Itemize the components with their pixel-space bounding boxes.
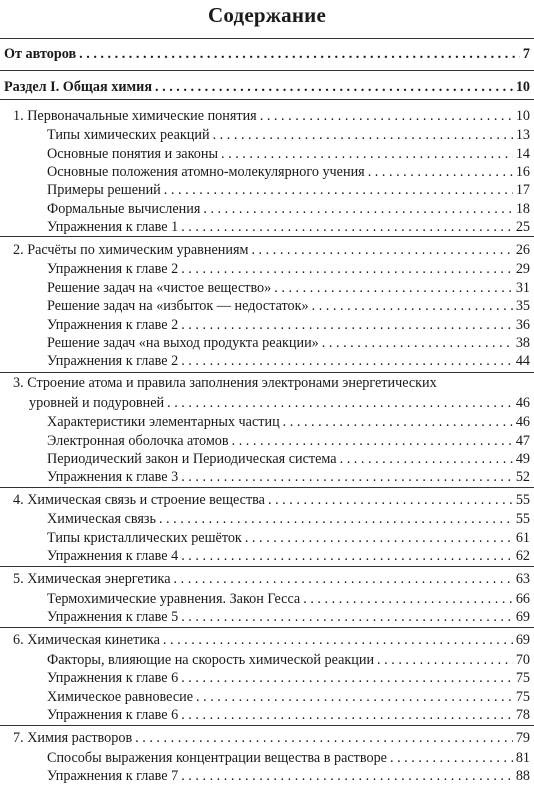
toc-entry-page-number: 70 <box>515 652 530 668</box>
toc-entry <box>47 352 530 370</box>
toc-entry-label: Факторы, влияющие на скорость химической реакции <box>47 652 375 668</box>
toc-entry-label: Периодический закон и Периодическая система <box>47 451 337 467</box>
toc-entry <box>29 394 530 412</box>
page-title: Содержание <box>208 3 326 27</box>
toc-entry-leader-dots <box>251 241 512 259</box>
toc-entry-label: Упражнения к главе 4 <box>47 548 179 564</box>
toc-entry <box>13 491 530 509</box>
toc-entry-label: Упражнения к главе 2 <box>47 353 179 369</box>
toc-entry-leader-dots <box>268 491 513 509</box>
toc-entry-label: Упражнения к главе 7 <box>47 768 179 784</box>
toc-entry-leader-dots <box>135 729 513 747</box>
toc-entry <box>47 706 530 724</box>
toc-entry-label: Основные понятия и законы <box>47 146 218 162</box>
toc-entry-leader-dots <box>274 279 513 297</box>
toc-entry-leader-dots <box>312 297 513 315</box>
toc-entry <box>47 767 530 785</box>
toc-entry <box>47 468 530 486</box>
divider-after-chapter-3 <box>0 487 534 488</box>
toc-entry-leader-dots <box>155 78 513 96</box>
divider-after-chapter-6 <box>0 725 534 726</box>
toc-entry-leader-dots <box>245 529 513 547</box>
toc-entry <box>47 297 530 315</box>
toc-entry-leader-dots <box>283 413 513 431</box>
divider-after-chapter-5 <box>0 627 534 628</box>
divider-after-authors <box>0 70 534 71</box>
toc-entry <box>4 78 530 96</box>
toc-entry <box>47 608 530 626</box>
toc-entry-page-number: 63 <box>515 571 530 587</box>
toc-chapter-3-title: 3. Строение атома и правила заполнения электронами энергетических <box>13 375 437 391</box>
toc-entry-page-number: 10 <box>515 79 530 95</box>
toc-entry-label: Типы химических реакций <box>47 127 210 143</box>
toc-entry-page-number: 55 <box>515 511 530 527</box>
toc-entry-page-number: 10 <box>515 108 530 124</box>
toc-entry-leader-dots <box>164 181 513 199</box>
toc-entry-leader-dots <box>79 45 520 63</box>
toc-entry-page-number: 49 <box>515 451 530 467</box>
toc-entry <box>13 241 530 259</box>
toc-entry-leader-dots <box>390 749 513 767</box>
toc-entry <box>47 651 530 669</box>
toc-entry-page-number: 47 <box>515 433 530 449</box>
toc-entry-page-number: 25 <box>515 219 530 235</box>
toc-entry <box>47 510 530 528</box>
toc-entry-page-number: 75 <box>515 689 530 705</box>
toc-entry-label: Упражнения к главе 6 <box>47 670 179 686</box>
toc-entry-label: Упражнения к главе 2 <box>47 261 179 277</box>
toc-entry-leader-dots <box>203 200 512 218</box>
toc-entry-label: Упражнения к главе 5 <box>47 609 179 625</box>
toc-entry-label: Раздел I. Общая химия <box>4 79 153 95</box>
toc-entry-page-number: 81 <box>515 750 530 766</box>
toc-entry-page-number: 88 <box>515 768 530 784</box>
toc-entry-leader-dots <box>181 316 513 334</box>
toc-entry-page-number: 46 <box>515 395 530 411</box>
toc-entry-label: 2. Расчёты по химическим уравнениям <box>13 242 249 258</box>
toc-entry-page-number: 79 <box>515 730 530 746</box>
toc-entry <box>47 413 530 431</box>
divider-after-chapter-4 <box>0 566 534 567</box>
toc-entry-page-number: 69 <box>515 632 530 648</box>
toc-entry-label: Электронная оболочка атомов <box>47 433 229 449</box>
toc-entry-page-number: 29 <box>515 261 530 277</box>
toc-entry-page-number: 62 <box>515 548 530 564</box>
toc-entry-label: Решение задач на «чистое вещество» <box>47 280 272 296</box>
toc-entry <box>13 729 530 747</box>
toc-entry <box>4 45 530 63</box>
toc-entry <box>47 590 530 608</box>
toc-entry-label: 4. Химическая связь и строение вещества <box>13 492 265 508</box>
toc-entry-label: Способы выражения концентрации вещества в растворе <box>47 750 387 766</box>
toc-entry-leader-dots <box>213 126 513 144</box>
toc-entry-leader-dots <box>368 163 513 181</box>
toc-entry-label: Характеристики элементарных частиц <box>47 414 280 430</box>
toc-entry-label: Формальные вычисления <box>47 201 201 217</box>
toc-entry-label: Химическая связь <box>47 511 156 527</box>
toc-entry-label: Упражнения к главе 6 <box>47 707 179 723</box>
toc-entry-label: Упражнения к главе 3 <box>47 469 179 485</box>
toc-entry-leader-dots <box>181 767 513 785</box>
toc-entry-label: 5. Химическая энергетика <box>13 571 171 587</box>
toc-entry-page-number: 55 <box>515 492 530 508</box>
toc-entry-page-number: 78 <box>515 707 530 723</box>
toc-entry <box>47 200 530 218</box>
toc-entry-page-number: 44 <box>515 353 530 369</box>
toc-entry-page-number: 14 <box>515 146 530 162</box>
divider-after-section <box>0 99 534 100</box>
toc-entry-leader-dots <box>181 547 513 565</box>
toc-entry-label: Типы кристаллических решёток <box>47 530 242 546</box>
toc-entry <box>47 450 530 468</box>
toc-entry-label: 6. Химическая кинетика <box>13 632 160 648</box>
toc-entry-leader-dots <box>181 669 513 687</box>
divider-after-chapter-1 <box>0 236 534 237</box>
toc-entry <box>47 749 530 767</box>
toc-entry-leader-dots <box>232 432 513 450</box>
toc-entry-leader-dots <box>181 468 513 486</box>
toc-entry-leader-dots <box>196 688 513 706</box>
toc-entry-page-number: 69 <box>515 609 530 625</box>
toc-entry-leader-dots <box>340 450 513 468</box>
toc-entry <box>47 163 530 181</box>
toc-entry <box>47 260 530 278</box>
divider-top <box>0 38 534 39</box>
toc-entry-page-number: 36 <box>515 317 530 333</box>
toc-entry-page-number: 66 <box>515 591 530 607</box>
toc-entry <box>47 218 530 236</box>
toc-entry-label: Химическое равновесие <box>47 689 194 705</box>
toc-entry <box>47 126 530 144</box>
toc-entry <box>47 145 530 163</box>
toc-entry-label: От авторов <box>4 46 77 62</box>
toc-entry-label: уровней и подуровней <box>29 395 165 411</box>
toc-entry-label: Основные положения атомно-молекулярного учения <box>47 164 365 180</box>
toc-entry <box>47 432 530 450</box>
toc-entry-page-number: 31 <box>515 280 530 296</box>
toc-entry <box>47 688 530 706</box>
toc-entry-page-number: 52 <box>515 469 530 485</box>
toc-entry <box>47 316 530 334</box>
toc-entry-leader-dots <box>377 651 513 669</box>
toc-entry-page-number: 38 <box>515 335 530 351</box>
toc-entry-label: 7. Химия растворов <box>13 730 133 746</box>
toc-entry-leader-dots <box>260 107 513 125</box>
toc-entry-page-number: 7 <box>522 46 530 62</box>
toc-entry <box>13 107 530 125</box>
toc-entry <box>13 570 530 588</box>
toc-entry <box>47 529 530 547</box>
toc-entry-page-number: 35 <box>515 298 530 314</box>
toc-entry-label: Решение задач на «избыток — недостаток» <box>47 298 309 314</box>
toc-entry-page-number: 61 <box>515 530 530 546</box>
toc-entry-page-number: 16 <box>515 164 530 180</box>
toc-entry-label: Термохимические уравнения. Закон Гесса <box>47 591 301 607</box>
toc-entry-page-number: 75 <box>515 670 530 686</box>
toc-entry-leader-dots <box>167 394 513 412</box>
toc-entry-leader-dots <box>221 145 513 163</box>
divider-after-chapter-2 <box>0 372 534 373</box>
toc-entry-leader-dots <box>181 218 513 236</box>
toc-entry-label: Упражнения к главе 2 <box>47 317 179 333</box>
toc-entry-label: 1. Первоначальные химические понятия <box>13 108 257 124</box>
toc-entry <box>47 669 530 687</box>
toc-entry <box>47 334 530 352</box>
toc-entry-leader-dots <box>174 570 513 588</box>
toc-entry-label: Примеры решений <box>47 182 161 198</box>
toc-entry <box>47 547 530 565</box>
toc-entry <box>47 279 530 297</box>
toc-entry <box>47 181 530 199</box>
toc-entry-page-number: 13 <box>515 127 530 143</box>
toc-entry-leader-dots <box>303 590 513 608</box>
toc-entry-page-number: 26 <box>515 242 530 258</box>
toc-entry-leader-dots <box>322 334 513 352</box>
toc-entry-leader-dots <box>181 260 513 278</box>
toc-entry-label: Упражнения к главе 1 <box>47 219 179 235</box>
toc-entry-leader-dots <box>163 631 513 649</box>
toc-entry-page-number: 18 <box>515 201 530 217</box>
toc-entry-leader-dots <box>181 352 513 370</box>
toc-entry-label: Решение задач «на выход продукта реакции» <box>47 335 319 351</box>
toc-entry <box>13 631 530 649</box>
toc-entry-leader-dots <box>181 706 513 724</box>
toc-entry-page-number: 17 <box>515 182 530 198</box>
toc-entry-page-number: 46 <box>515 414 530 430</box>
toc-entry-leader-dots <box>159 510 513 528</box>
toc-entry-leader-dots <box>181 608 513 626</box>
